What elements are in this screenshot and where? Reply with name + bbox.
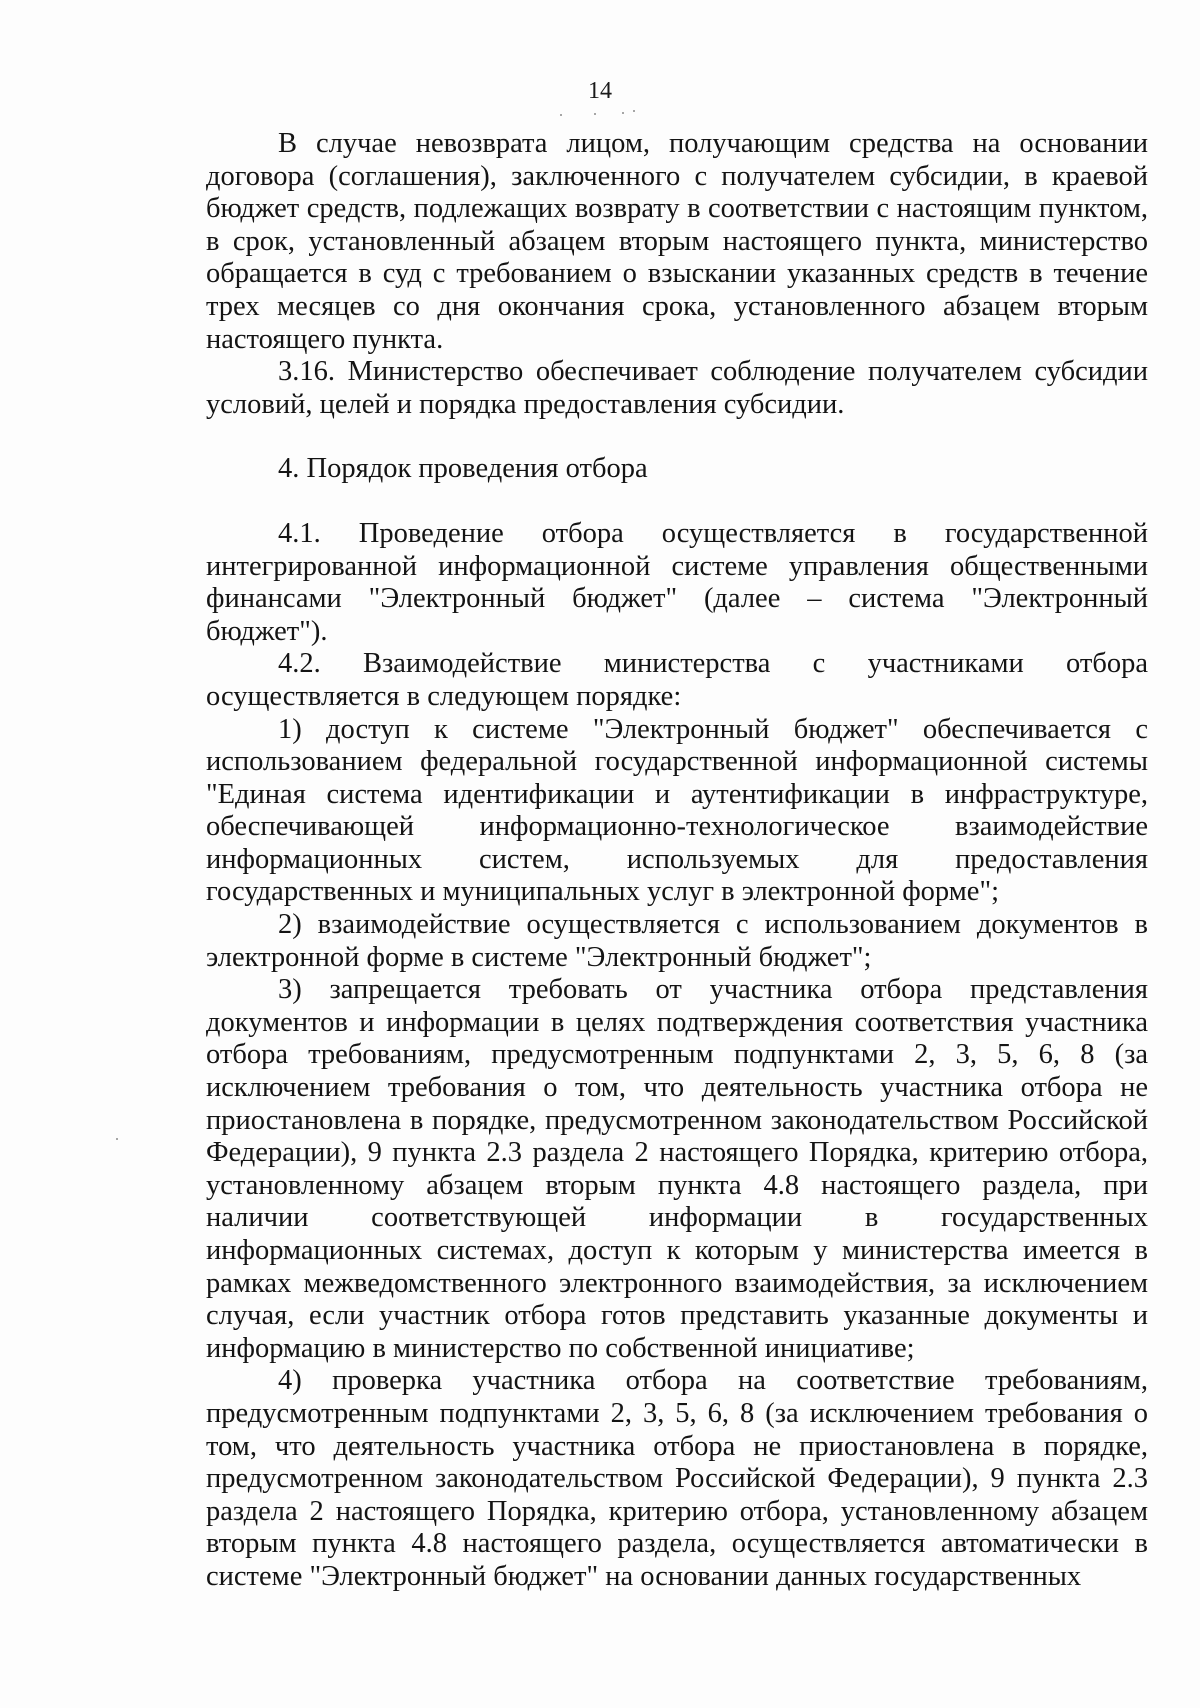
paragraph: В случае невозврата лицом, получающим средства на основании договора (соглашения), заключенного с получателем субсидии, в краевой бюджет средств, подлежащих возврату в соответствии с настоящим пунктом, в срок, установленный абзацем вторым настоящего пункта, министерство обращается в суд с требованием о взыскании указанных средств в течение трех месяцев со дня окончания срока, установленного абзацем вторым настоящего пункта. <box>206 128 1148 355</box>
paragraph: 3.16. Министерство обеспечивает соблюдение получателем субсидии условий, целей и порядка предоставления субсидии. <box>206 356 1148 420</box>
list-item: 1) доступ к системе "Электронный бюджет" обеспечивается с использованием федеральной государственной информационной системы "Единая система идентификации и аутентификации в инфраструктуре, обеспечивающей информационно-технологическое взаимодействие информационных систем, используемых для предоставления государственных и муниципальных услуг в электронной форме"; <box>206 713 1148 908</box>
list-item: 3) запрещается требовать от участника отбора представления документов и информации в целях подтверждения соответствия участника отбора требованиям, предусмотренным подпунктами 2, 3, 5, 6, 8 (за исключением требования о том, что деятельность участника отбора не приостановлена в порядке, предусмотренном законодательством Российской Федерации), 9 пункта 2.3 раздела 2 настоящего Порядка, критерию отбора, установленному абзацем вторым пункта 4.8 настоящего раздела, при наличии соответствующей информации в государственных информационных системах, доступ к которым у министерства имеется в рамках межведомственного электронного взаимодействия, за исключением случая, если участник отбора готов представить указанные документы и информацию в министерство по собственной инициативе; <box>206 974 1148 1364</box>
paragraph: 4.2. Взаимодействие министерства с участниками отбора осуществляется в следующем порядке: <box>206 648 1148 712</box>
document-body <box>206 128 1148 1594</box>
section-heading: 4. Порядок проведения отбора <box>278 453 648 485</box>
list-item: 2) взаимодействие осуществляется с использованием документов в электронной форме в системе "Электронный бюджет"; <box>206 909 1148 973</box>
page-number: 14 <box>588 78 612 104</box>
paragraph: 4.1. Проведение отбора осуществляется в государственной интегрированной информационной системе управления общественными финансами "Электронный бюджет" (далее – система "Электронный бюджет"). <box>206 517 1148 647</box>
list-item: 4) проверка участника отбора на соответствие требованиям, предусмотренным подпунктами 2, 3, 5, 6, 8 (за исключением требования о том, что деятельность участника отбора не приостановлена в порядке, предусмотренном законодательством Российской Федерации), 9 пункта 2.3 раздела 2 настоящего Порядка, критерию отбора, установленному абзацем вторым пункта 4.8 настоящего раздела, осуществляется автоматически в системе "Электронный бюджет" на основании данных государственных <box>206 1365 1148 1592</box>
